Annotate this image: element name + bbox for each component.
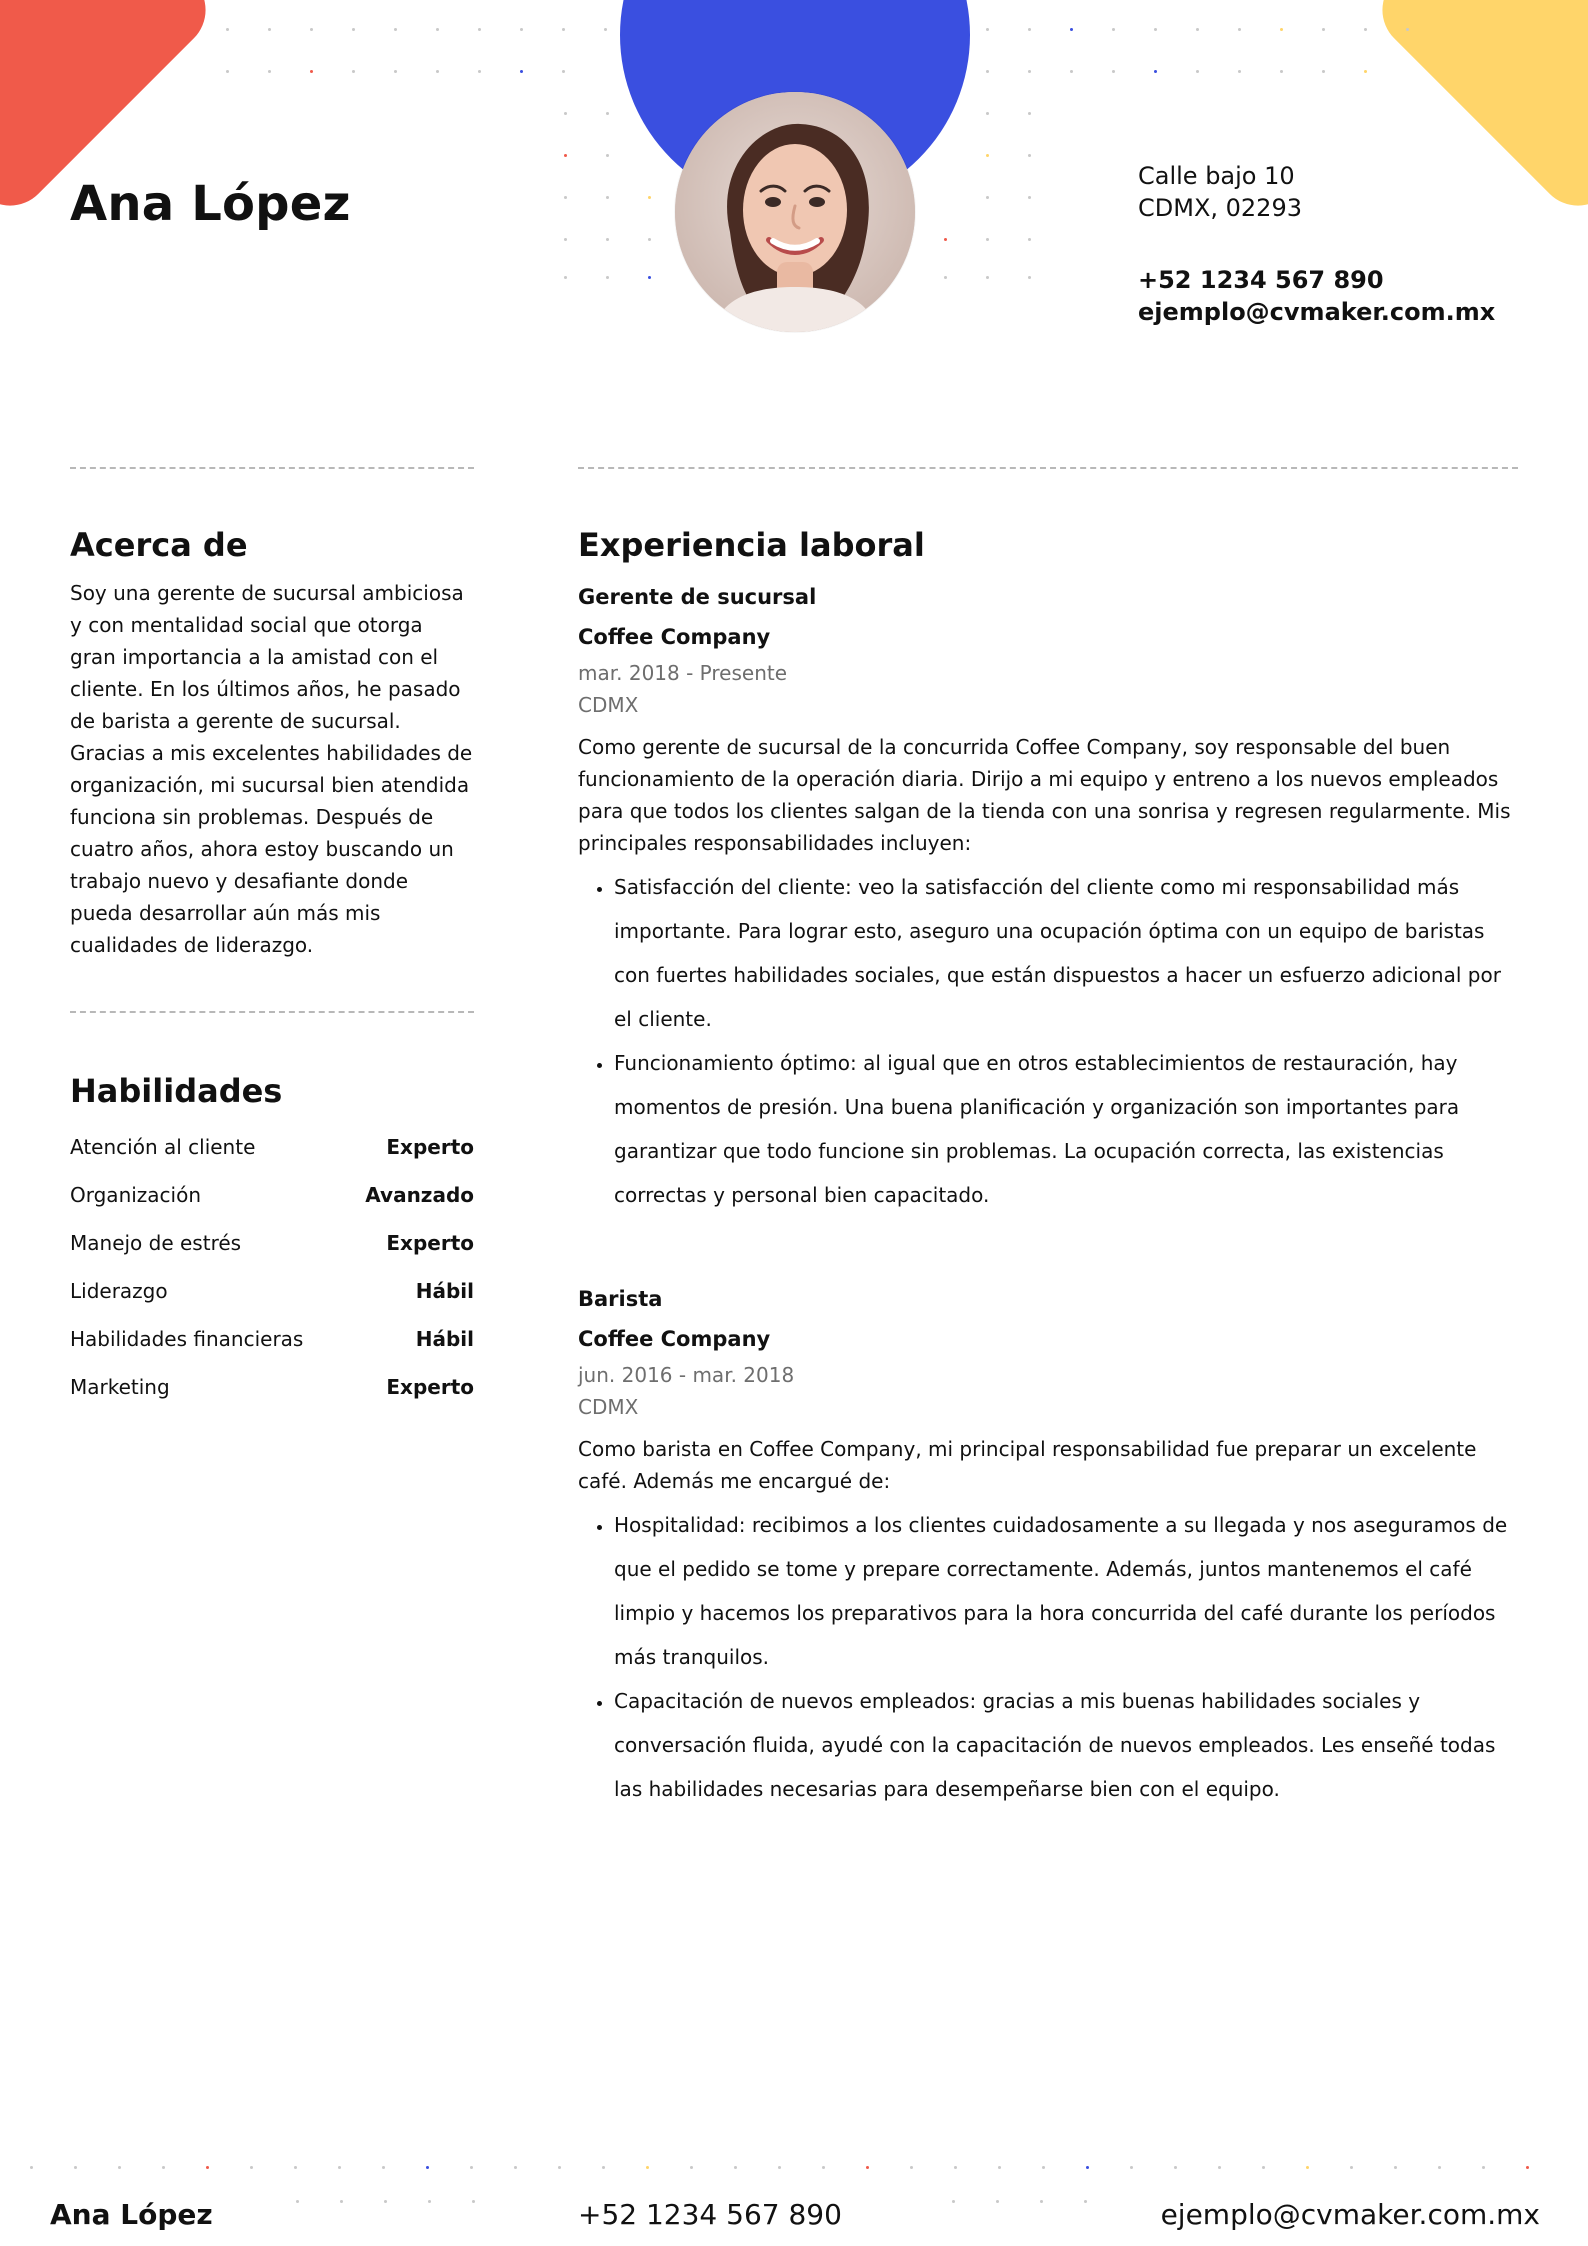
- right-column: [578, 525, 1518, 1811]
- phone-number[interactable]: +52 1234 567 890: [1138, 266, 1384, 294]
- skills-title: Habilidades: [70, 1072, 283, 1110]
- job-company: Coffee Company: [578, 625, 771, 649]
- job-title: Barista: [578, 1287, 663, 1311]
- skill-row: [70, 1315, 474, 1363]
- skill-row: [70, 1123, 474, 1171]
- skill-row: [70, 1171, 474, 1219]
- profile-photo: [675, 92, 915, 332]
- footer-phone[interactable]: +52 1234 567 890: [578, 2198, 842, 2231]
- divider-right-top: [578, 467, 1518, 469]
- job-bullet: • Hospitalidad: recibimos a los clientes cuidadosamente a su llegada y nos aseguramos de que el pedido se tome y prepare correctamente. Además, juntos mantenemos el café limpio y hacemos los preparativos para la hora concurrida del café durante los períodos más tranquilos.: [614, 1503, 1518, 1679]
- skill-level: Avanzado: [365, 1183, 474, 1207]
- job-dates: jun. 2016 - mar. 2018: [578, 1363, 795, 1387]
- about-title: Acerca de: [70, 526, 248, 564]
- job-bullet: • Funcionamiento óptimo: al igual que en otros establecimientos de restauración, hay momentos de presión. Una buena planificación y organización son importantes para garantizar que todo funcione sin problemas. La ocupación correcta, las existencias correctas y personal bien capacitado.: [614, 1041, 1518, 1217]
- footer-email[interactable]: ejemplo@cvmaker.com.mx: [1160, 2198, 1540, 2231]
- job-title: Gerente de sucursal: [578, 585, 817, 609]
- job-bullet: • Satisfacción del cliente: veo la satisfacción del cliente como mi responsabilidad más importante. Para lograr esto, aseguro una ocupación óptima con un equipo de baristas con fuertes habilidades sociales, que están dispuestos a hacer un esfuerzo adicional por el cliente.: [614, 865, 1518, 1041]
- skill-row: [70, 1219, 474, 1267]
- header-name: Ana López: [70, 176, 351, 232]
- footer-name: Ana López: [50, 2198, 213, 2231]
- job-location: CDMX: [578, 1395, 639, 1419]
- address-line-1: Calle bajo 10: [1138, 162, 1295, 190]
- contact-spacer: [1138, 224, 1495, 264]
- skill-level: Hábil: [415, 1279, 474, 1303]
- job-description: Como barista en Coffee Company, mi principal responsabilidad fue preparar un excelente café. Además me encargué de:: [578, 1437, 1477, 1493]
- skill-level: Experto: [386, 1375, 474, 1399]
- experience-title: Experiencia laboral: [578, 526, 925, 564]
- skill-name: Marketing: [70, 1375, 170, 1399]
- divider-left-top: [70, 467, 474, 469]
- email-address[interactable]: ejemplo@cvmaker.com.mx: [1138, 298, 1496, 326]
- skill-row: [70, 1363, 474, 1411]
- contact-block: [1138, 160, 1495, 328]
- job-entry: [578, 1279, 1518, 1811]
- skills-list: [70, 1123, 474, 1411]
- skill-name: Atención al cliente: [70, 1135, 256, 1159]
- skill-name: Organización: [70, 1183, 202, 1207]
- job-dates: mar. 2018 - Presente: [578, 661, 788, 685]
- footer: [0, 2168, 1588, 2246]
- job-location: CDMX: [578, 693, 639, 717]
- skill-level: Hábil: [415, 1327, 474, 1351]
- skill-name: Habilidades financieras: [70, 1327, 304, 1351]
- skill-name: Liderazgo: [70, 1279, 168, 1303]
- skill-level: Experto: [386, 1231, 474, 1255]
- left-column: [70, 525, 474, 1411]
- job-bullets: [578, 865, 1518, 1217]
- job-bullet: • Capacitación de nuevos empleados: gracias a mis buenas habilidades sociales y conversación fluida, ayudé con la capacitación de nuevos empleados. Les enseñé todas las habilidades necesarias para desempeñarse bien con el equipo.: [614, 1679, 1518, 1811]
- job-company: Coffee Company: [578, 1327, 771, 1351]
- skill-row: [70, 1267, 474, 1315]
- skill-level: Experto: [386, 1135, 474, 1159]
- divider-left-middle: [70, 1011, 474, 1013]
- job-bullets: [578, 1503, 1518, 1811]
- about-text: Soy una gerente de sucursal ambiciosa y con mentalidad social que otorga gran importancia a la amistad con el cliente. En los últimos años, he pasado de barista a gerente de sucursal. Gracias a mis excelentes habilidades de organización, mi sucursal bien atendida funciona sin problemas. Después de cuatro años, ahora estoy buscando un trabajo nuevo y desafiante donde pueda desarrollar aún más mis cualidades de liderazgo.: [70, 581, 473, 957]
- skill-name: Manejo de estrés: [70, 1231, 242, 1255]
- address-line-2: CDMX, 02293: [1138, 194, 1302, 222]
- job-description: Como gerente de sucursal de la concurrida Coffee Company, soy responsable del buen funcionamiento de la operación diaria. Dirijo a mi equipo y entreno a los nuevos empleados para que todos los clientes salgan de la tienda con una sonrisa y regresen regularmente. Mis principales responsabilidades incluyen:: [578, 735, 1511, 855]
- job-entry: [578, 577, 1518, 1217]
